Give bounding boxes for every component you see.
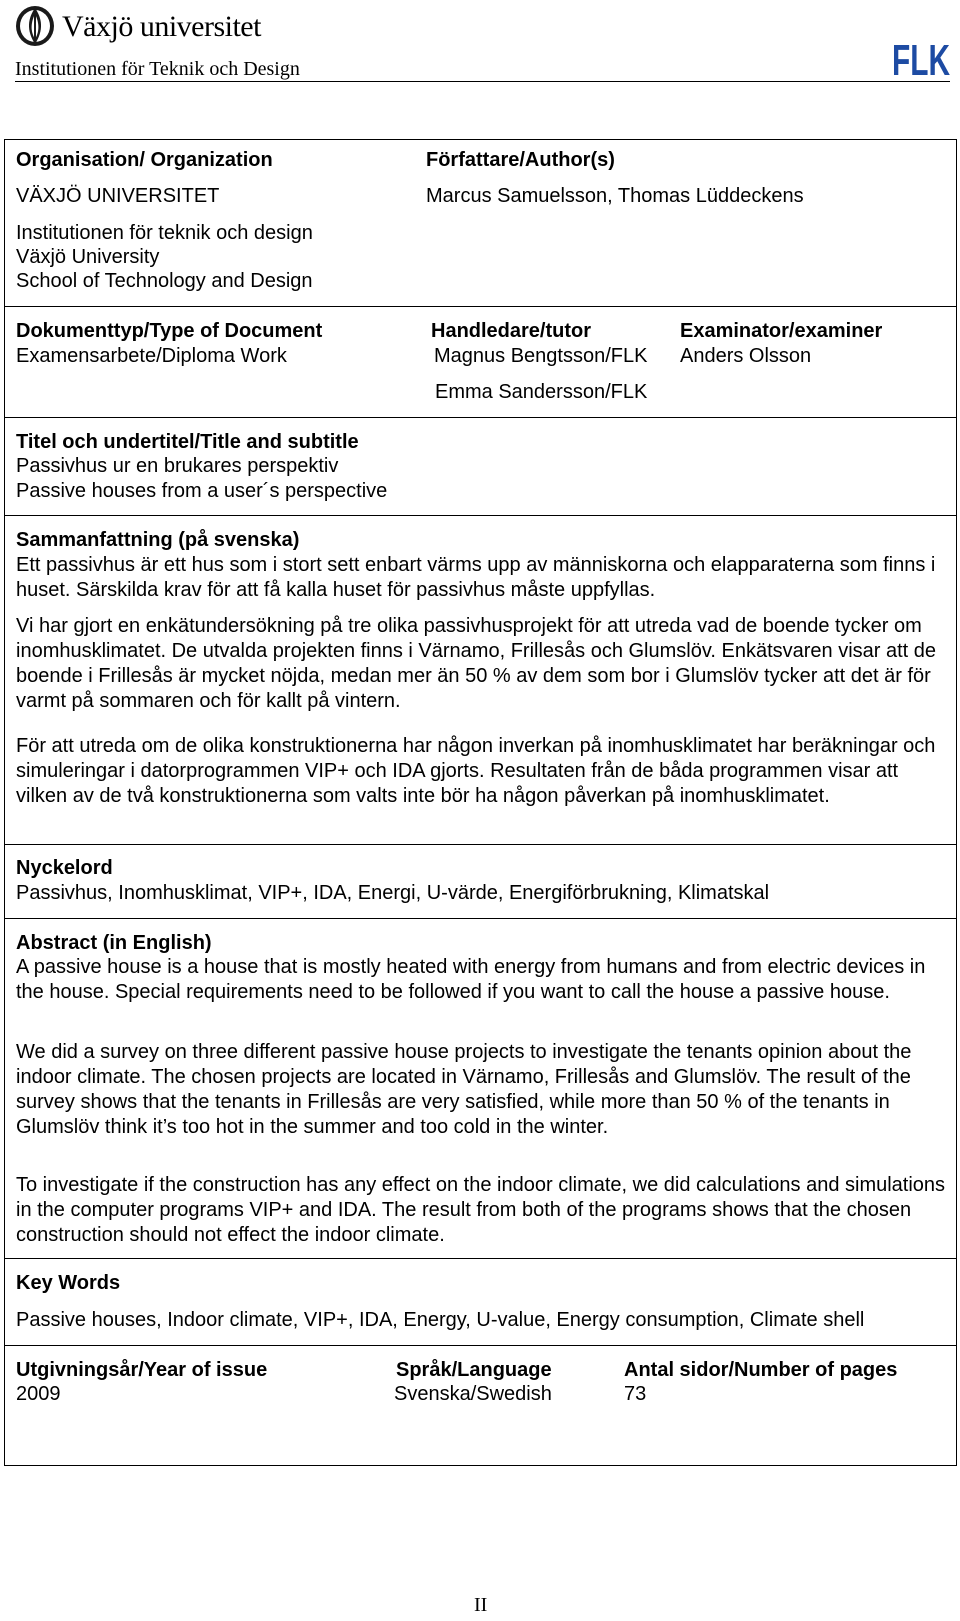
pages-value: 73: [624, 1383, 647, 1405]
examiner-value: Anders Olsson: [680, 345, 812, 367]
tutor-label: Handledare/tutor: [431, 320, 592, 342]
divider: [4, 1345, 957, 1346]
divider: [4, 844, 957, 845]
organization-label: Organisation/ Organization: [16, 149, 273, 171]
organization-line: Institutionen för teknik och design: [16, 222, 313, 244]
summary-paragraph: Ett passivhus är ett hus som i stort sett enbart värms upp av människorna och elapparaterna som finns i huset. Särskilda krav för att få kalla huset för passivhus måste uppfyllas.: [16, 554, 936, 601]
tutor-value: Emma Sandersson/FLK: [435, 381, 648, 403]
keywords-sv-label: Nyckelord: [16, 857, 113, 879]
university-logo-icon: [14, 2, 56, 48]
abstract-label: Abstract (in English): [16, 932, 212, 954]
divider: [4, 306, 957, 307]
title-label: Titel och undertitel/Title and subtitle: [16, 431, 359, 453]
tutor-value: Magnus Bengtsson/FLK: [434, 345, 648, 367]
year-value: 2009: [16, 1383, 61, 1405]
organization-line: Växjö University: [16, 246, 160, 268]
keywords-en-value: Passive houses, Indoor climate, VIP+, IDA, Energy, U-value, Energy consumption, Climate shell: [16, 1309, 865, 1331]
year-label: Utgivningsår/Year of issue: [16, 1359, 268, 1381]
divider: [4, 515, 957, 516]
abstract-paragraph: A passive house is a house that is mostly heated with energy from humans and from electric devices in the house. Special requirements need to be followed if you want to call the house a passive house.: [16, 956, 926, 1003]
title-swedish: Passivhus ur en brukares perspektiv: [16, 455, 339, 477]
flk-logo-text: FLK: [892, 36, 950, 81]
document-type-value: Examensarbete/Diploma Work: [16, 345, 287, 367]
page-number: II: [474, 1594, 488, 1616]
divider: [4, 417, 957, 418]
authors-value: Marcus Samuelsson, Thomas Lüddeckens: [426, 185, 804, 207]
summary-paragraph: Vi har gjort en enkätundersökning på tre olika passivhusprojekt för att utreda vad de boende tycker om inomhusklimatet. De utvalda projekten finns i Värnamo, Frillesås och Glumslöv. Enkätsvaren visar att de boende i Frillesås är mycket nöjda, medan mer än 50 % av dem som bor i Glumslöv tycker att det är för varmt på sommaren och för kallt på vintern.: [16, 615, 937, 712]
divider: [4, 918, 957, 919]
title-english: Passive houses from a user´s perspective: [16, 480, 388, 502]
document-type-label: Dokumenttyp/Type of Document: [16, 320, 323, 342]
header-divider: [15, 81, 950, 82]
pages-label: Antal sidor/Number of pages: [624, 1359, 898, 1381]
summary-paragraph: För att utreda om de olika konstruktionerna har någon inverkan på inomhusklimatet har beräkningar och simuleringar i datorprogrammen VIP+ och IDA gjorts. Resultaten från de båda programmen visar att vilken av de två konstruktionerna som valts inte bör ha någon påverkan på inomhusklimatet.: [16, 735, 936, 807]
examiner-label: Examinator/examiner: [680, 320, 883, 342]
abstract-paragraph: To investigate if the construction has any effect on the indoor climate, we did calculations and simulations in the computer programs VIP+ and IDA. The result from both of the programs shows that the chosen construction should not effect the indoor climate.: [16, 1174, 946, 1246]
flk-logo: [892, 33, 950, 81]
divider: [4, 1258, 957, 1259]
language-value: Svenska/Swedish: [394, 1383, 552, 1405]
organization-name: VÄXJÖ UNIVERSITET: [16, 185, 220, 207]
abstract-paragraph: We did a survey on three different passive house projects to investigate the tenants opinion about the indoor climate. The chosen projects are located in Värnamo, Frillesås and Glumslöv. The result of the survey shows that the tenants in Frillesås are very satisfied, while more than 50 % of the tenants in Glumslöv think it’s too hot in the summer and too cold in the winter.: [16, 1041, 912, 1138]
page-header: [0, 0, 960, 90]
authors-label: Författare/Author(s): [426, 149, 615, 171]
institution-name: Institutionen för Teknik och Design: [15, 58, 300, 80]
keywords-sv-value: Passivhus, Inomhusklimat, VIP+, IDA, Energi, U-värde, Energiförbrukning, Klimatskal: [16, 882, 770, 904]
keywords-en-label: Key Words: [16, 1272, 121, 1294]
university-name: Växjö universitet: [62, 10, 261, 43]
summary-label: Sammanfattning (på svenska): [16, 529, 300, 551]
language-label: Språk/Language: [396, 1359, 552, 1381]
organization-line: School of Technology and Design: [16, 270, 313, 292]
